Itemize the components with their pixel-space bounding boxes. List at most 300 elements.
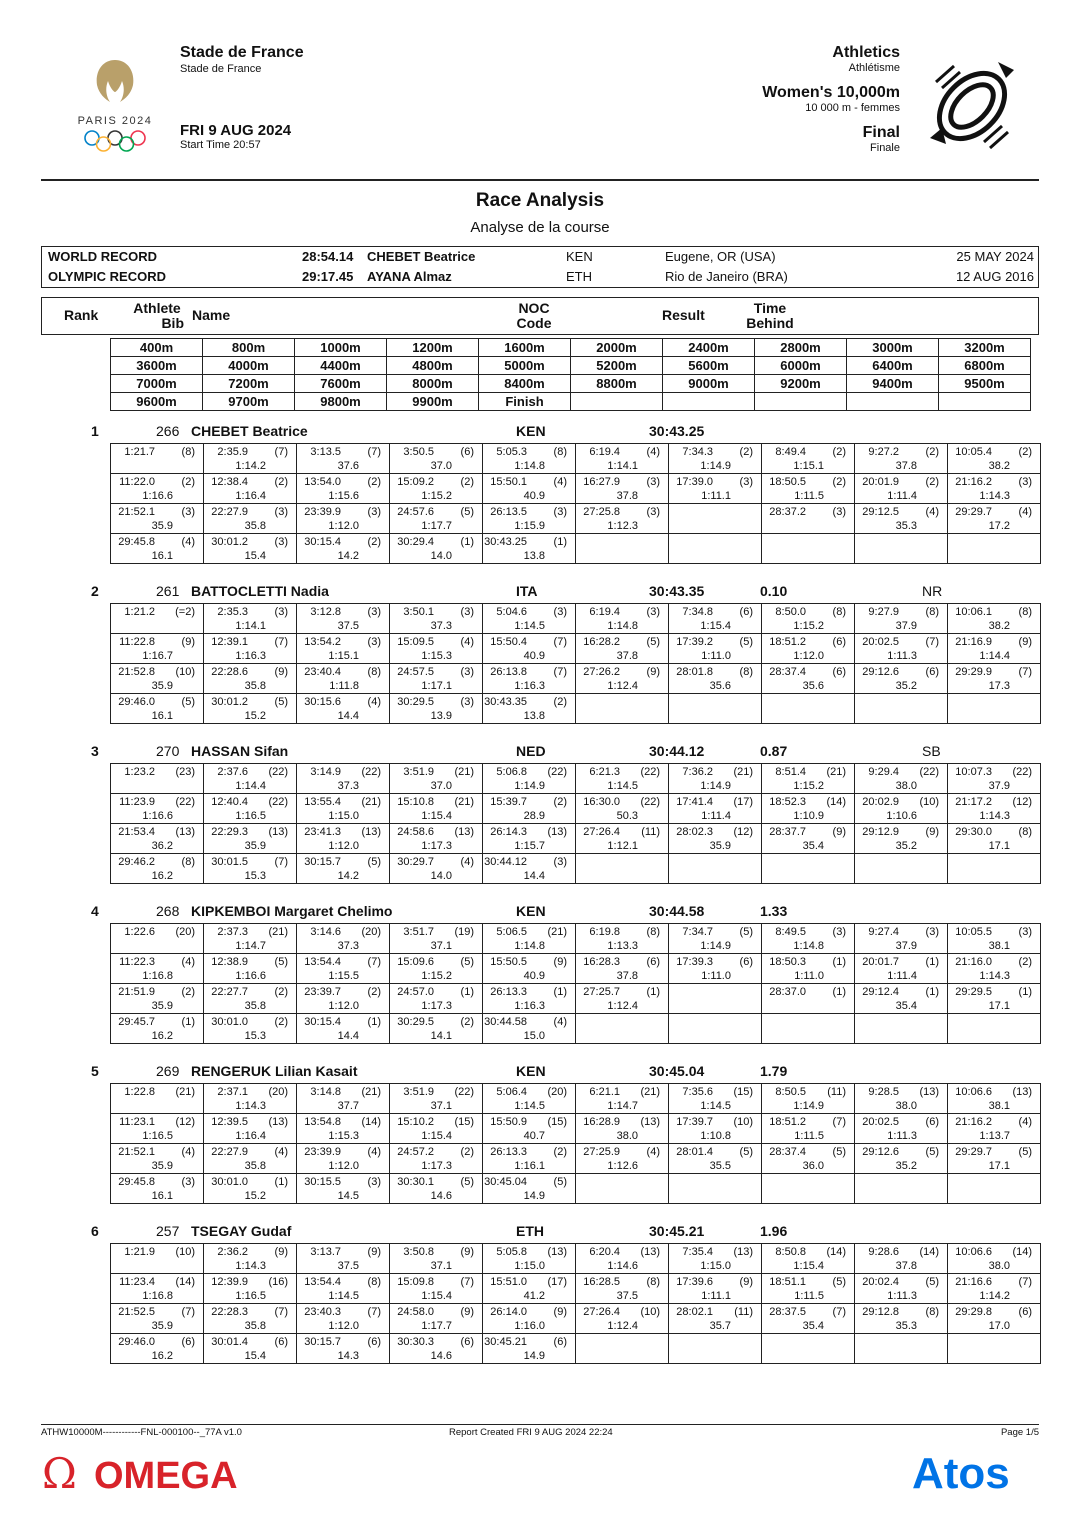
position: (2) bbox=[739, 446, 753, 458]
position: (1) bbox=[553, 536, 567, 548]
split-cell bbox=[204, 1334, 297, 1364]
position: (9) bbox=[553, 956, 567, 968]
cumulative-time: 21:16.2 bbox=[955, 1116, 992, 1128]
split-cell bbox=[204, 1114, 297, 1144]
cumulative-time: 22:28.3 bbox=[211, 1306, 248, 1318]
split-times-grid bbox=[110, 763, 1041, 884]
cumulative-time: 7:35.4 bbox=[682, 1246, 713, 1258]
split-header-row bbox=[111, 393, 1031, 411]
split-cell bbox=[483, 794, 576, 824]
athlete-time-behind: 1.96 bbox=[760, 1223, 788, 1239]
split-distance bbox=[755, 393, 847, 411]
split-cell bbox=[762, 664, 855, 694]
lap-time: 14.2 bbox=[337, 550, 359, 562]
paris-2024-logo bbox=[70, 52, 160, 162]
position: (3) bbox=[646, 506, 660, 518]
split-cell bbox=[576, 924, 669, 954]
lap-time: 1:15.4 bbox=[793, 1260, 824, 1272]
position: (4) bbox=[367, 1146, 381, 1158]
col-result: Result bbox=[662, 307, 705, 323]
position: (2) bbox=[553, 796, 567, 808]
split-cell bbox=[390, 444, 483, 474]
cumulative-time: 29:29.7 bbox=[955, 1146, 992, 1158]
lap-time: 17.3 bbox=[988, 680, 1010, 692]
split-cell bbox=[390, 824, 483, 854]
athlete-record-mark: SB bbox=[922, 743, 941, 759]
split-cell bbox=[669, 1304, 762, 1334]
venue-name-fr: Stade de France bbox=[180, 63, 262, 75]
split-cell bbox=[762, 534, 855, 564]
col-name: Name bbox=[192, 307, 231, 323]
col-bib: Bib bbox=[161, 315, 184, 331]
event-date: FRI 9 AUG 2024 bbox=[180, 122, 292, 139]
split-cell bbox=[483, 1244, 576, 1274]
position: (13) bbox=[175, 826, 195, 838]
cumulative-time: 30:45.04 bbox=[484, 1176, 527, 1188]
position: (7) bbox=[274, 1306, 288, 1318]
split-cell bbox=[669, 924, 762, 954]
split-cell bbox=[111, 1014, 204, 1044]
cumulative-time: 21:17.2 bbox=[955, 796, 992, 808]
lap-time: 1:12.0 bbox=[328, 1000, 359, 1012]
lap-time: 1:15.4 bbox=[421, 1290, 452, 1302]
record-time: 29:17.45 bbox=[302, 269, 354, 284]
record-holder: CHEBET Beatrice bbox=[367, 249, 476, 264]
lap-time: 1:15.7 bbox=[514, 840, 545, 852]
position: (2) bbox=[832, 446, 846, 458]
lap-time: 1:11.0 bbox=[701, 970, 731, 982]
position: (22) bbox=[547, 766, 567, 778]
split-cell bbox=[390, 954, 483, 984]
position: (9) bbox=[460, 1306, 474, 1318]
lap-time: 37.7 bbox=[337, 1100, 359, 1112]
cumulative-time: 6:20.4 bbox=[589, 1246, 620, 1258]
cumulative-time: 30:29.5 bbox=[397, 696, 434, 708]
position: (13) bbox=[454, 826, 474, 838]
lap-time: 37.8 bbox=[895, 460, 917, 472]
lap-time: 1:14.3 bbox=[235, 1260, 266, 1272]
cumulative-time: 28:02.1 bbox=[676, 1306, 713, 1318]
cumulative-time: 22:28.6 bbox=[211, 666, 248, 678]
split-cell bbox=[855, 794, 948, 824]
cumulative-time: 11:22.3 bbox=[119, 956, 155, 968]
split-cell bbox=[948, 984, 1041, 1014]
world-record-row bbox=[42, 247, 1038, 267]
cumulative-time: 15:51.0 bbox=[490, 1276, 527, 1288]
position: (5) bbox=[181, 696, 195, 708]
lap-time: 1:10.9 bbox=[793, 810, 824, 822]
position: (3) bbox=[460, 606, 474, 618]
cumulative-time: 28:37.5 bbox=[769, 1306, 806, 1318]
lap-time: 1:12.1 bbox=[607, 840, 638, 852]
split-cell bbox=[111, 504, 204, 534]
lap-time: 14.5 bbox=[337, 1190, 359, 1202]
cumulative-time: 10:06.6 bbox=[955, 1086, 992, 1098]
venue-name: Stade de France bbox=[180, 44, 304, 61]
cumulative-time: 24:57.0 bbox=[397, 986, 434, 998]
atos-logo bbox=[912, 1448, 1042, 1496]
split-cell bbox=[390, 924, 483, 954]
lap-time: 37.8 bbox=[895, 1260, 917, 1272]
cumulative-time: 13:54.0 bbox=[304, 476, 341, 488]
cumulative-time: 28:01.4 bbox=[676, 1146, 713, 1158]
lap-time: 1:12.6 bbox=[607, 1160, 638, 1172]
split-cell bbox=[483, 534, 576, 564]
sport-name: Athletics bbox=[832, 44, 900, 61]
split-distance: 1200m bbox=[387, 339, 479, 357]
position: (4) bbox=[553, 1016, 567, 1028]
split-cell bbox=[297, 444, 390, 474]
split-cell bbox=[204, 1274, 297, 1304]
lap-time: 1:11.0 bbox=[794, 970, 824, 982]
lap-time: 40.9 bbox=[523, 490, 545, 502]
cumulative-time: 15:09.6 bbox=[397, 956, 434, 968]
cumulative-time: 8:49.5 bbox=[775, 926, 806, 938]
cumulative-time: 23:40.3 bbox=[304, 1306, 341, 1318]
split-cell bbox=[762, 444, 855, 474]
logo-text: PARIS 2024 bbox=[77, 115, 153, 127]
split-cell bbox=[483, 1084, 576, 1114]
split-cell bbox=[204, 984, 297, 1014]
cumulative-time: 9:27.4 bbox=[868, 926, 899, 938]
position: (4) bbox=[1018, 1116, 1032, 1128]
cumulative-time: 22:27.9 bbox=[211, 506, 248, 518]
split-cell bbox=[948, 1144, 1041, 1174]
athlete-noc: NED bbox=[516, 743, 546, 759]
lap-time: 1:15.3 bbox=[421, 650, 452, 662]
position: (2) bbox=[460, 1016, 474, 1028]
split-cell bbox=[111, 694, 204, 724]
athlete-time-behind: 1.33 bbox=[760, 903, 788, 919]
split-cell bbox=[111, 1334, 204, 1364]
split-distance: 9500m bbox=[939, 375, 1031, 393]
athlete-name: BATTOCLETTI Nadia bbox=[191, 583, 329, 599]
lap-time: 1:15.4 bbox=[700, 620, 731, 632]
lap-time: 37.8 bbox=[616, 970, 638, 982]
split-row bbox=[111, 504, 1041, 534]
split-cell bbox=[855, 1334, 948, 1364]
split-cell bbox=[669, 1144, 762, 1174]
column-header bbox=[41, 297, 1039, 335]
split-cell bbox=[948, 1174, 1041, 1204]
position: (20) bbox=[268, 1086, 288, 1098]
lap-time: 1:14.9 bbox=[700, 780, 731, 792]
position: (3) bbox=[367, 506, 381, 518]
position: (22) bbox=[640, 766, 660, 778]
position: (7) bbox=[1018, 1276, 1032, 1288]
position: (14) bbox=[826, 796, 846, 808]
sport-name-fr: Athlétisme bbox=[848, 62, 900, 74]
event-name-fr: 10 000 m - femmes bbox=[805, 102, 900, 114]
athlete-result: 30:44.58 bbox=[649, 903, 705, 919]
split-cell bbox=[762, 1114, 855, 1144]
split-cell bbox=[390, 764, 483, 794]
cumulative-time: 3:51.9 bbox=[403, 1086, 434, 1098]
lap-time: 28.9 bbox=[523, 810, 545, 822]
split-cell bbox=[297, 664, 390, 694]
position: (2) bbox=[274, 476, 288, 488]
split-distance: 9000m bbox=[663, 375, 755, 393]
cumulative-time: 20:01.9 bbox=[862, 476, 899, 488]
split-distance-header bbox=[110, 338, 1031, 411]
cumulative-time: 3:51.9 bbox=[403, 766, 434, 778]
split-cell bbox=[390, 1244, 483, 1274]
split-distance bbox=[663, 393, 755, 411]
phase-name-fr: Finale bbox=[870, 142, 900, 154]
start-time: Start Time 20:57 bbox=[180, 139, 261, 151]
cumulative-time: 3:50.5 bbox=[403, 446, 434, 458]
record-label: OLYMPIC RECORD bbox=[48, 269, 166, 284]
position: (3) bbox=[646, 476, 660, 488]
split-cell bbox=[111, 824, 204, 854]
cumulative-time: 21:52.8 bbox=[118, 666, 155, 678]
split-cell bbox=[855, 954, 948, 984]
lap-time: 38.0 bbox=[616, 1130, 638, 1142]
split-distance: 3000m bbox=[847, 339, 939, 357]
cumulative-time: 30:29.5 bbox=[397, 1016, 434, 1028]
cumulative-time: 7:35.6 bbox=[682, 1086, 713, 1098]
cumulative-time: 3:13.5 bbox=[310, 446, 341, 458]
position: (9) bbox=[832, 826, 846, 838]
lap-time: 1:15.2 bbox=[421, 970, 452, 982]
athlete-name: RENGERUK Lilian Kasait bbox=[191, 1063, 358, 1079]
lap-time: 1:14.2 bbox=[235, 460, 266, 472]
lap-time: 1:11.0 bbox=[701, 650, 731, 662]
athlete-summary bbox=[0, 743, 1080, 761]
cumulative-time: 5:05.3 bbox=[496, 446, 527, 458]
position: (2) bbox=[274, 1016, 288, 1028]
cumulative-time: 17:39.0 bbox=[676, 476, 713, 488]
position: (10) bbox=[175, 1246, 195, 1258]
split-cell bbox=[111, 664, 204, 694]
position: (4) bbox=[367, 696, 381, 708]
position: (1) bbox=[925, 956, 939, 968]
cumulative-time: 15:50.1 bbox=[490, 476, 527, 488]
split-cell bbox=[204, 824, 297, 854]
position: (22) bbox=[361, 766, 381, 778]
split-cell bbox=[297, 1274, 390, 1304]
split-cell bbox=[855, 1304, 948, 1334]
cumulative-time: 30:15.6 bbox=[304, 696, 341, 708]
split-row bbox=[111, 474, 1041, 504]
split-cell bbox=[297, 764, 390, 794]
split-cell bbox=[297, 1244, 390, 1274]
split-distance: 6000m bbox=[755, 357, 847, 375]
cumulative-time: 21:52.5 bbox=[118, 1306, 155, 1318]
split-cell bbox=[390, 694, 483, 724]
lap-time: 1:15.1 bbox=[328, 650, 359, 662]
position: (21) bbox=[547, 926, 567, 938]
split-cell bbox=[204, 1014, 297, 1044]
position: (7) bbox=[367, 1306, 381, 1318]
position: (9) bbox=[553, 1306, 567, 1318]
cumulative-time: 30:30.1 bbox=[397, 1176, 434, 1188]
lap-time: 1:11.5 bbox=[794, 490, 824, 502]
lap-time: 16.1 bbox=[151, 1190, 173, 1202]
cumulative-time: 20:02.5 bbox=[862, 636, 899, 648]
split-distance: 7200m bbox=[203, 375, 295, 393]
split-cell bbox=[762, 694, 855, 724]
position: (20) bbox=[175, 926, 195, 938]
lap-time: 15.3 bbox=[244, 870, 266, 882]
position: (20) bbox=[547, 1086, 567, 1098]
position: (2) bbox=[1018, 956, 1032, 968]
position: (8) bbox=[739, 666, 753, 678]
cumulative-time: 3:12.8 bbox=[310, 606, 341, 618]
cumulative-time: 11:23.9 bbox=[119, 796, 155, 808]
position: (9) bbox=[367, 1246, 381, 1258]
athlete-noc: ETH bbox=[516, 1223, 544, 1239]
split-cell bbox=[669, 794, 762, 824]
position: (3) bbox=[925, 926, 939, 938]
split-cell bbox=[111, 984, 204, 1014]
cumulative-time: 17:39.7 bbox=[676, 1116, 713, 1128]
split-times-grid bbox=[110, 603, 1041, 724]
split-row bbox=[111, 444, 1041, 474]
position: (12) bbox=[733, 826, 753, 838]
lap-time: 17.1 bbox=[988, 840, 1010, 852]
record-date: 12 AUG 2016 bbox=[955, 269, 1034, 284]
cumulative-time: 28:01.8 bbox=[676, 666, 713, 678]
position: (8) bbox=[646, 926, 660, 938]
split-cell bbox=[576, 984, 669, 1014]
position: (13) bbox=[640, 1116, 660, 1128]
position: (2) bbox=[925, 476, 939, 488]
lap-time: 1:11.3 bbox=[887, 1130, 917, 1142]
split-cell bbox=[855, 1084, 948, 1114]
lap-time: 1:16.3 bbox=[235, 650, 266, 662]
position: (22) bbox=[919, 766, 939, 778]
athlete-rank: 3 bbox=[91, 743, 99, 759]
split-cell bbox=[855, 664, 948, 694]
split-cell bbox=[669, 764, 762, 794]
split-cell bbox=[297, 1304, 390, 1334]
cumulative-time: 6:21.3 bbox=[589, 766, 620, 778]
cumulative-time: 28:37.4 bbox=[769, 1146, 806, 1158]
position: (21) bbox=[826, 766, 846, 778]
lap-time: 38.0 bbox=[988, 1260, 1010, 1272]
split-cell bbox=[948, 664, 1041, 694]
position: (9) bbox=[646, 666, 660, 678]
split-header-row bbox=[111, 339, 1031, 357]
split-cell bbox=[762, 1084, 855, 1114]
split-cell bbox=[576, 504, 669, 534]
cumulative-time: 12:39.9 bbox=[211, 1276, 248, 1288]
split-cell bbox=[483, 954, 576, 984]
position: (3) bbox=[1018, 476, 1032, 488]
split-cell bbox=[855, 444, 948, 474]
split-distance: 5200m bbox=[571, 357, 663, 375]
lap-time: 35.7 bbox=[709, 1320, 731, 1332]
split-cell bbox=[855, 534, 948, 564]
lap-time: 1:15.2 bbox=[793, 620, 824, 632]
lap-time: 35.8 bbox=[244, 520, 266, 532]
position: (5) bbox=[925, 1276, 939, 1288]
split-cell bbox=[948, 634, 1041, 664]
split-cell bbox=[762, 1304, 855, 1334]
lap-time: 38.0 bbox=[895, 1100, 917, 1112]
lap-time: 15.2 bbox=[244, 1190, 266, 1202]
athlete-name: TSEGAY Gudaf bbox=[191, 1223, 292, 1239]
split-cell bbox=[762, 504, 855, 534]
cumulative-time: 18:51.1 bbox=[769, 1276, 806, 1288]
athlete-name: CHEBET Beatrice bbox=[191, 423, 308, 439]
cumulative-time: 20:02.9 bbox=[862, 796, 899, 808]
lap-time: 35.2 bbox=[895, 840, 917, 852]
split-cell bbox=[576, 694, 669, 724]
split-cell bbox=[390, 534, 483, 564]
cumulative-time: 16:28.2 bbox=[583, 636, 620, 648]
lap-time: 1:15.1 bbox=[793, 460, 824, 472]
lap-time: 17.1 bbox=[988, 1160, 1010, 1172]
lap-time: 35.9 bbox=[244, 840, 266, 852]
lap-time: 1:17.3 bbox=[421, 1000, 452, 1012]
split-cell bbox=[483, 1114, 576, 1144]
position: (8) bbox=[1018, 606, 1032, 618]
position: (10) bbox=[175, 666, 195, 678]
lap-time: 1:16.5 bbox=[142, 1130, 173, 1142]
lap-time: 1:14.1 bbox=[607, 460, 638, 472]
lap-time: 13.8 bbox=[523, 550, 545, 562]
position: (6) bbox=[925, 666, 939, 678]
split-cell bbox=[762, 954, 855, 984]
position: (7) bbox=[832, 1116, 846, 1128]
position: (7) bbox=[925, 636, 939, 648]
split-cell bbox=[297, 1114, 390, 1144]
lap-time: 1:14.9 bbox=[793, 1100, 824, 1112]
lap-time: 1:14.5 bbox=[700, 1100, 731, 1112]
split-cell bbox=[762, 474, 855, 504]
lap-time: 1:17.3 bbox=[421, 1160, 452, 1172]
athlete-summary bbox=[0, 1063, 1080, 1081]
lap-time: 37.1 bbox=[430, 1100, 452, 1112]
lap-time: 35.8 bbox=[244, 1160, 266, 1172]
split-row bbox=[111, 1084, 1041, 1114]
venue-block bbox=[180, 44, 304, 75]
position: (5) bbox=[739, 926, 753, 938]
split-distance: 7000m bbox=[111, 375, 203, 393]
lap-time: 15.3 bbox=[244, 1030, 266, 1042]
cumulative-time: 22:27.7 bbox=[211, 986, 248, 998]
position: (8) bbox=[832, 606, 846, 618]
cumulative-time: 22:27.9 bbox=[211, 1146, 248, 1158]
position: (2) bbox=[460, 476, 474, 488]
split-cell bbox=[297, 534, 390, 564]
record-date: 25 MAY 2024 bbox=[956, 249, 1034, 264]
cumulative-time: 28:02.3 bbox=[676, 826, 713, 838]
lap-time: 1:14.4 bbox=[235, 780, 266, 792]
position: (1) bbox=[460, 986, 474, 998]
split-cell bbox=[390, 1304, 483, 1334]
lap-time: 16.2 bbox=[151, 1350, 173, 1362]
split-cell bbox=[390, 854, 483, 884]
split-cell bbox=[297, 474, 390, 504]
lap-time: 14.4 bbox=[337, 1030, 359, 1042]
split-cell bbox=[576, 474, 669, 504]
cumulative-time: 30:15.4 bbox=[304, 1016, 341, 1028]
split-cell bbox=[204, 534, 297, 564]
cumulative-time: 24:57.2 bbox=[397, 1146, 434, 1158]
split-cell bbox=[111, 954, 204, 984]
position: (1) bbox=[1018, 986, 1032, 998]
split-distance: 1000m bbox=[295, 339, 387, 357]
position: (15) bbox=[733, 1086, 753, 1098]
position: (3) bbox=[460, 696, 474, 708]
position: (1) bbox=[646, 986, 660, 998]
split-distance: 4800m bbox=[387, 357, 479, 375]
split-cell bbox=[669, 634, 762, 664]
position: (14) bbox=[826, 1246, 846, 1258]
